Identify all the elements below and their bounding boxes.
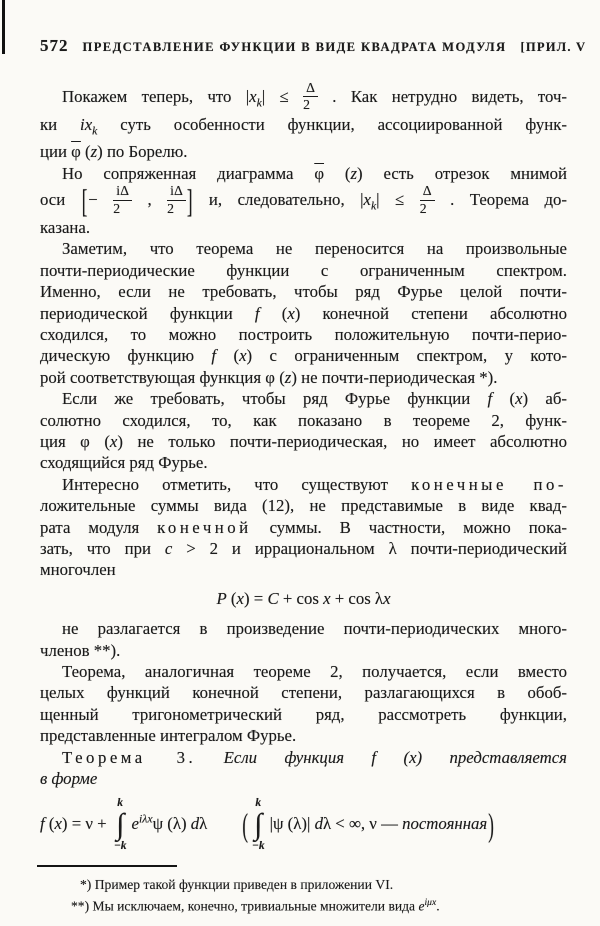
text-token: $\frac{\Delta}{2}$ xyxy=(303,81,318,113)
text-token: f xyxy=(40,814,45,834)
text-token: , xyxy=(131,190,168,210)
text-token: периодической функции xyxy=(40,303,255,323)
text-token: Покажем теперь, что | xyxy=(62,86,250,106)
text-token: Теорема 3. xyxy=(62,747,197,767)
footnote-rule xyxy=(37,865,177,867)
text-token: почти-периодические функции с ограниченным спектром. xyxy=(40,260,567,280)
text-line xyxy=(40,704,567,725)
text-token: [ xyxy=(81,182,88,220)
text-token: x xyxy=(515,389,523,409)
text-token: d xyxy=(190,814,200,834)
text-token: ( xyxy=(242,806,248,844)
text-token: оси xyxy=(40,190,81,210)
text-line xyxy=(40,431,567,452)
text-line xyxy=(40,260,567,281)
text-token: . Как нетрудно видеть, точ- xyxy=(317,86,567,106)
text-token: ) = xyxy=(243,588,268,608)
text-token: казана. xyxy=(40,217,91,237)
text-token: f xyxy=(487,389,493,409)
text-token: конечные по- xyxy=(411,474,567,494)
text-line xyxy=(40,182,567,220)
text-token: сходящийся ряд Фурье. xyxy=(40,453,208,473)
paragraph xyxy=(40,388,567,474)
text-line xyxy=(40,303,567,324)
text-token: суть особенности функции, ассоциированной функ- xyxy=(97,114,567,134)
text-line xyxy=(40,747,567,768)
text-token: Если же требовать, чтобы ряд Фурье функции xyxy=(62,389,488,409)
text-line xyxy=(40,410,567,431)
text-token: z xyxy=(284,367,292,387)
paragraph xyxy=(40,81,567,163)
footnote-2 xyxy=(40,894,567,916)
text-token: k xyxy=(256,96,262,110)
text-token: k xyxy=(370,199,377,213)
text-line xyxy=(40,81,567,114)
text-token: ( xyxy=(324,163,351,183)
text-token: − xyxy=(88,190,114,210)
text-token: постоянная xyxy=(402,814,488,834)
text-token: многочлен xyxy=(40,560,116,580)
text-token: ix xyxy=(80,114,93,134)
text-line xyxy=(40,238,567,259)
text-token: Если функция f (x) представляется xyxy=(196,747,567,767)
text-token: x xyxy=(363,190,371,210)
text-line xyxy=(40,141,567,162)
text-token: ) не только почти-периодическая, но имеет абсолютно xyxy=(117,431,567,451)
paragraph xyxy=(40,163,567,238)
text-token: c xyxy=(164,539,173,559)
text-token: ) конечной степени абсолютно xyxy=(294,303,567,323)
text-token: . xyxy=(436,899,440,915)
text-token: ки xyxy=(40,114,81,134)
text-token: членов **). xyxy=(40,640,121,660)
scan-edge-artifact xyxy=(2,0,5,54)
page-body xyxy=(40,81,567,853)
formula xyxy=(40,798,567,853)
paragraph xyxy=(40,238,567,388)
text-token: ] xyxy=(186,182,193,220)
text-token: ψ (λ) xyxy=(152,814,191,834)
text-token: > 2 и иррациональном λ почти-периодический xyxy=(172,539,567,559)
text-token: $\frac{i\Delta}{2}$ xyxy=(113,184,132,216)
text-token: ) не почти-периодическая *). xyxy=(291,367,498,387)
text-token: *) Пример такой функции приведен в приложении VI. xyxy=(80,876,394,892)
text-token: x xyxy=(383,588,391,608)
text-token: солютно сходился, то, как показано в теореме 2, функ- xyxy=(40,410,567,430)
text-line xyxy=(40,661,567,682)
paragraph xyxy=(40,661,567,747)
text-token: x xyxy=(323,588,331,608)
text-token: ложительные суммы вида (12), не представимые в виде квад- xyxy=(40,496,567,516)
text-token: | ≤ xyxy=(376,190,420,210)
text-line xyxy=(40,388,567,409)
text-token: x xyxy=(287,303,295,323)
footnotes xyxy=(40,875,567,917)
text-token: Но сопряженная диаграмма xyxy=(62,163,315,183)
text-token: ) есть отрезок мнимой xyxy=(357,163,567,183)
text-token: сходился, то можно построить положительную почти-перио- xyxy=(40,324,567,344)
text-line xyxy=(40,281,567,302)
text-token: x xyxy=(236,588,244,608)
text-token: P xyxy=(216,588,227,608)
text-token: щенный тригонометрический ряд, рассмотреть функции, xyxy=(40,704,567,724)
text-token: $\frac{\Delta}{2}$ xyxy=(420,184,435,216)
text-token: | ≤ xyxy=(261,86,304,106)
text-line xyxy=(40,114,567,142)
text-token: f xyxy=(211,346,217,366)
text-token: ) аб- xyxy=(522,389,567,409)
text-line xyxy=(40,682,567,703)
text-line xyxy=(40,517,567,538)
text-line xyxy=(40,163,567,184)
text-token: x xyxy=(109,431,118,451)
text-token: iμx xyxy=(424,898,437,909)
text-token: + cos λ xyxy=(330,588,384,608)
text-line xyxy=(40,495,567,516)
text-token: ции xyxy=(40,142,72,162)
text-token: Интересно отметить, что существуют xyxy=(62,474,412,494)
text-token: $\overline{\varphi}$ xyxy=(71,142,81,162)
text-token: ( xyxy=(80,142,91,162)
text-token: Теорема, аналогичная теореме 2, получается, если вместо xyxy=(62,662,567,682)
text-token: e xyxy=(418,899,425,915)
text-token: x xyxy=(54,814,62,834)
paragraph xyxy=(40,474,567,581)
text-token: k ∫ −k xyxy=(113,797,127,853)
text-token: f xyxy=(254,303,260,323)
text-token: . Теорема до- xyxy=(434,190,567,210)
formula xyxy=(40,588,567,609)
text-token: конечной xyxy=(157,517,252,537)
text-token: x xyxy=(249,86,257,106)
text-token: d xyxy=(314,814,323,834)
text-line xyxy=(40,538,567,559)
text-token: e xyxy=(131,814,139,834)
text-token: целых функций конечной степени, разлагающихся в обоб- xyxy=(40,683,567,703)
text-token: λ xyxy=(199,814,208,834)
footnote-1 xyxy=(40,875,567,895)
text-token: Именно, если не требовать, чтобы ряд Фурье целой почти- xyxy=(40,282,567,302)
text-line xyxy=(40,452,567,473)
text-token: рата модуля xyxy=(40,517,158,537)
paragraph xyxy=(40,618,567,661)
text-token: ция φ ( xyxy=(40,431,110,451)
text-token: ) = ν + xyxy=(61,814,111,834)
text-line xyxy=(40,618,567,639)
text-line xyxy=(40,768,567,789)
text-token: k xyxy=(92,124,98,138)
text-token: представленные интегралом Фурье. xyxy=(40,726,297,746)
text-token: не разлагается в произведение почти-периодических много- xyxy=(62,619,567,639)
text-token: x xyxy=(239,346,247,366)
text-token: Заметим, что теорема не переносится на произвольные xyxy=(62,239,567,259)
text-token: ( xyxy=(226,588,237,608)
text-token: ) по Борелю. xyxy=(97,142,188,162)
text-token: $\frac{i\Delta}{2}$ xyxy=(167,184,186,216)
page-header xyxy=(40,36,587,56)
text-token: z xyxy=(90,142,98,162)
text-token: k ∫ −k xyxy=(251,797,265,853)
text-token: C xyxy=(267,588,279,608)
text-token: и, следовательно, | xyxy=(193,190,364,210)
text-token: **) Мы исключаем, конечно, тривиальные множители вида xyxy=(71,899,419,915)
text-token: рой соответствующая функция φ ( xyxy=(40,367,285,387)
text-line xyxy=(40,559,567,580)
text-token: |ψ (λ)| xyxy=(269,814,315,834)
text-line xyxy=(40,725,567,746)
text-token: суммы. В частности, можно пока- xyxy=(251,517,567,537)
section-ref: [ПРИЛ. V xyxy=(520,40,587,54)
text-token: ( xyxy=(216,346,240,366)
text-token: ( xyxy=(492,389,516,409)
page-number: 572 xyxy=(40,36,69,55)
text-line xyxy=(40,640,567,661)
text-line xyxy=(40,345,567,366)
text-token: дическую функцию xyxy=(40,346,212,366)
text-token: iλx xyxy=(138,813,153,826)
text-token: $\overline{\varphi}$ xyxy=(314,163,325,183)
text-token: в форме xyxy=(40,769,98,789)
text-token: ) xyxy=(488,806,494,844)
text-line xyxy=(40,474,567,495)
text-token: z xyxy=(350,163,358,183)
text-token: λ < ∞, ν — xyxy=(322,814,403,834)
text-line xyxy=(40,324,567,345)
running-title: ПРЕДСТАВЛЕНИЕ ФУНКЦИИ В ВИДЕ КВАДРАТА МОДУЛЯ xyxy=(82,40,507,54)
text-line xyxy=(40,217,567,238)
text-token: ( xyxy=(259,303,288,323)
text-token: зать, что при xyxy=(40,539,165,559)
text-line xyxy=(40,367,567,388)
text-token: ) с ограниченным спектром, у кото- xyxy=(246,346,567,366)
paragraph xyxy=(40,747,567,790)
text-token: + cos xyxy=(278,588,324,608)
text-token: ( xyxy=(44,814,55,834)
